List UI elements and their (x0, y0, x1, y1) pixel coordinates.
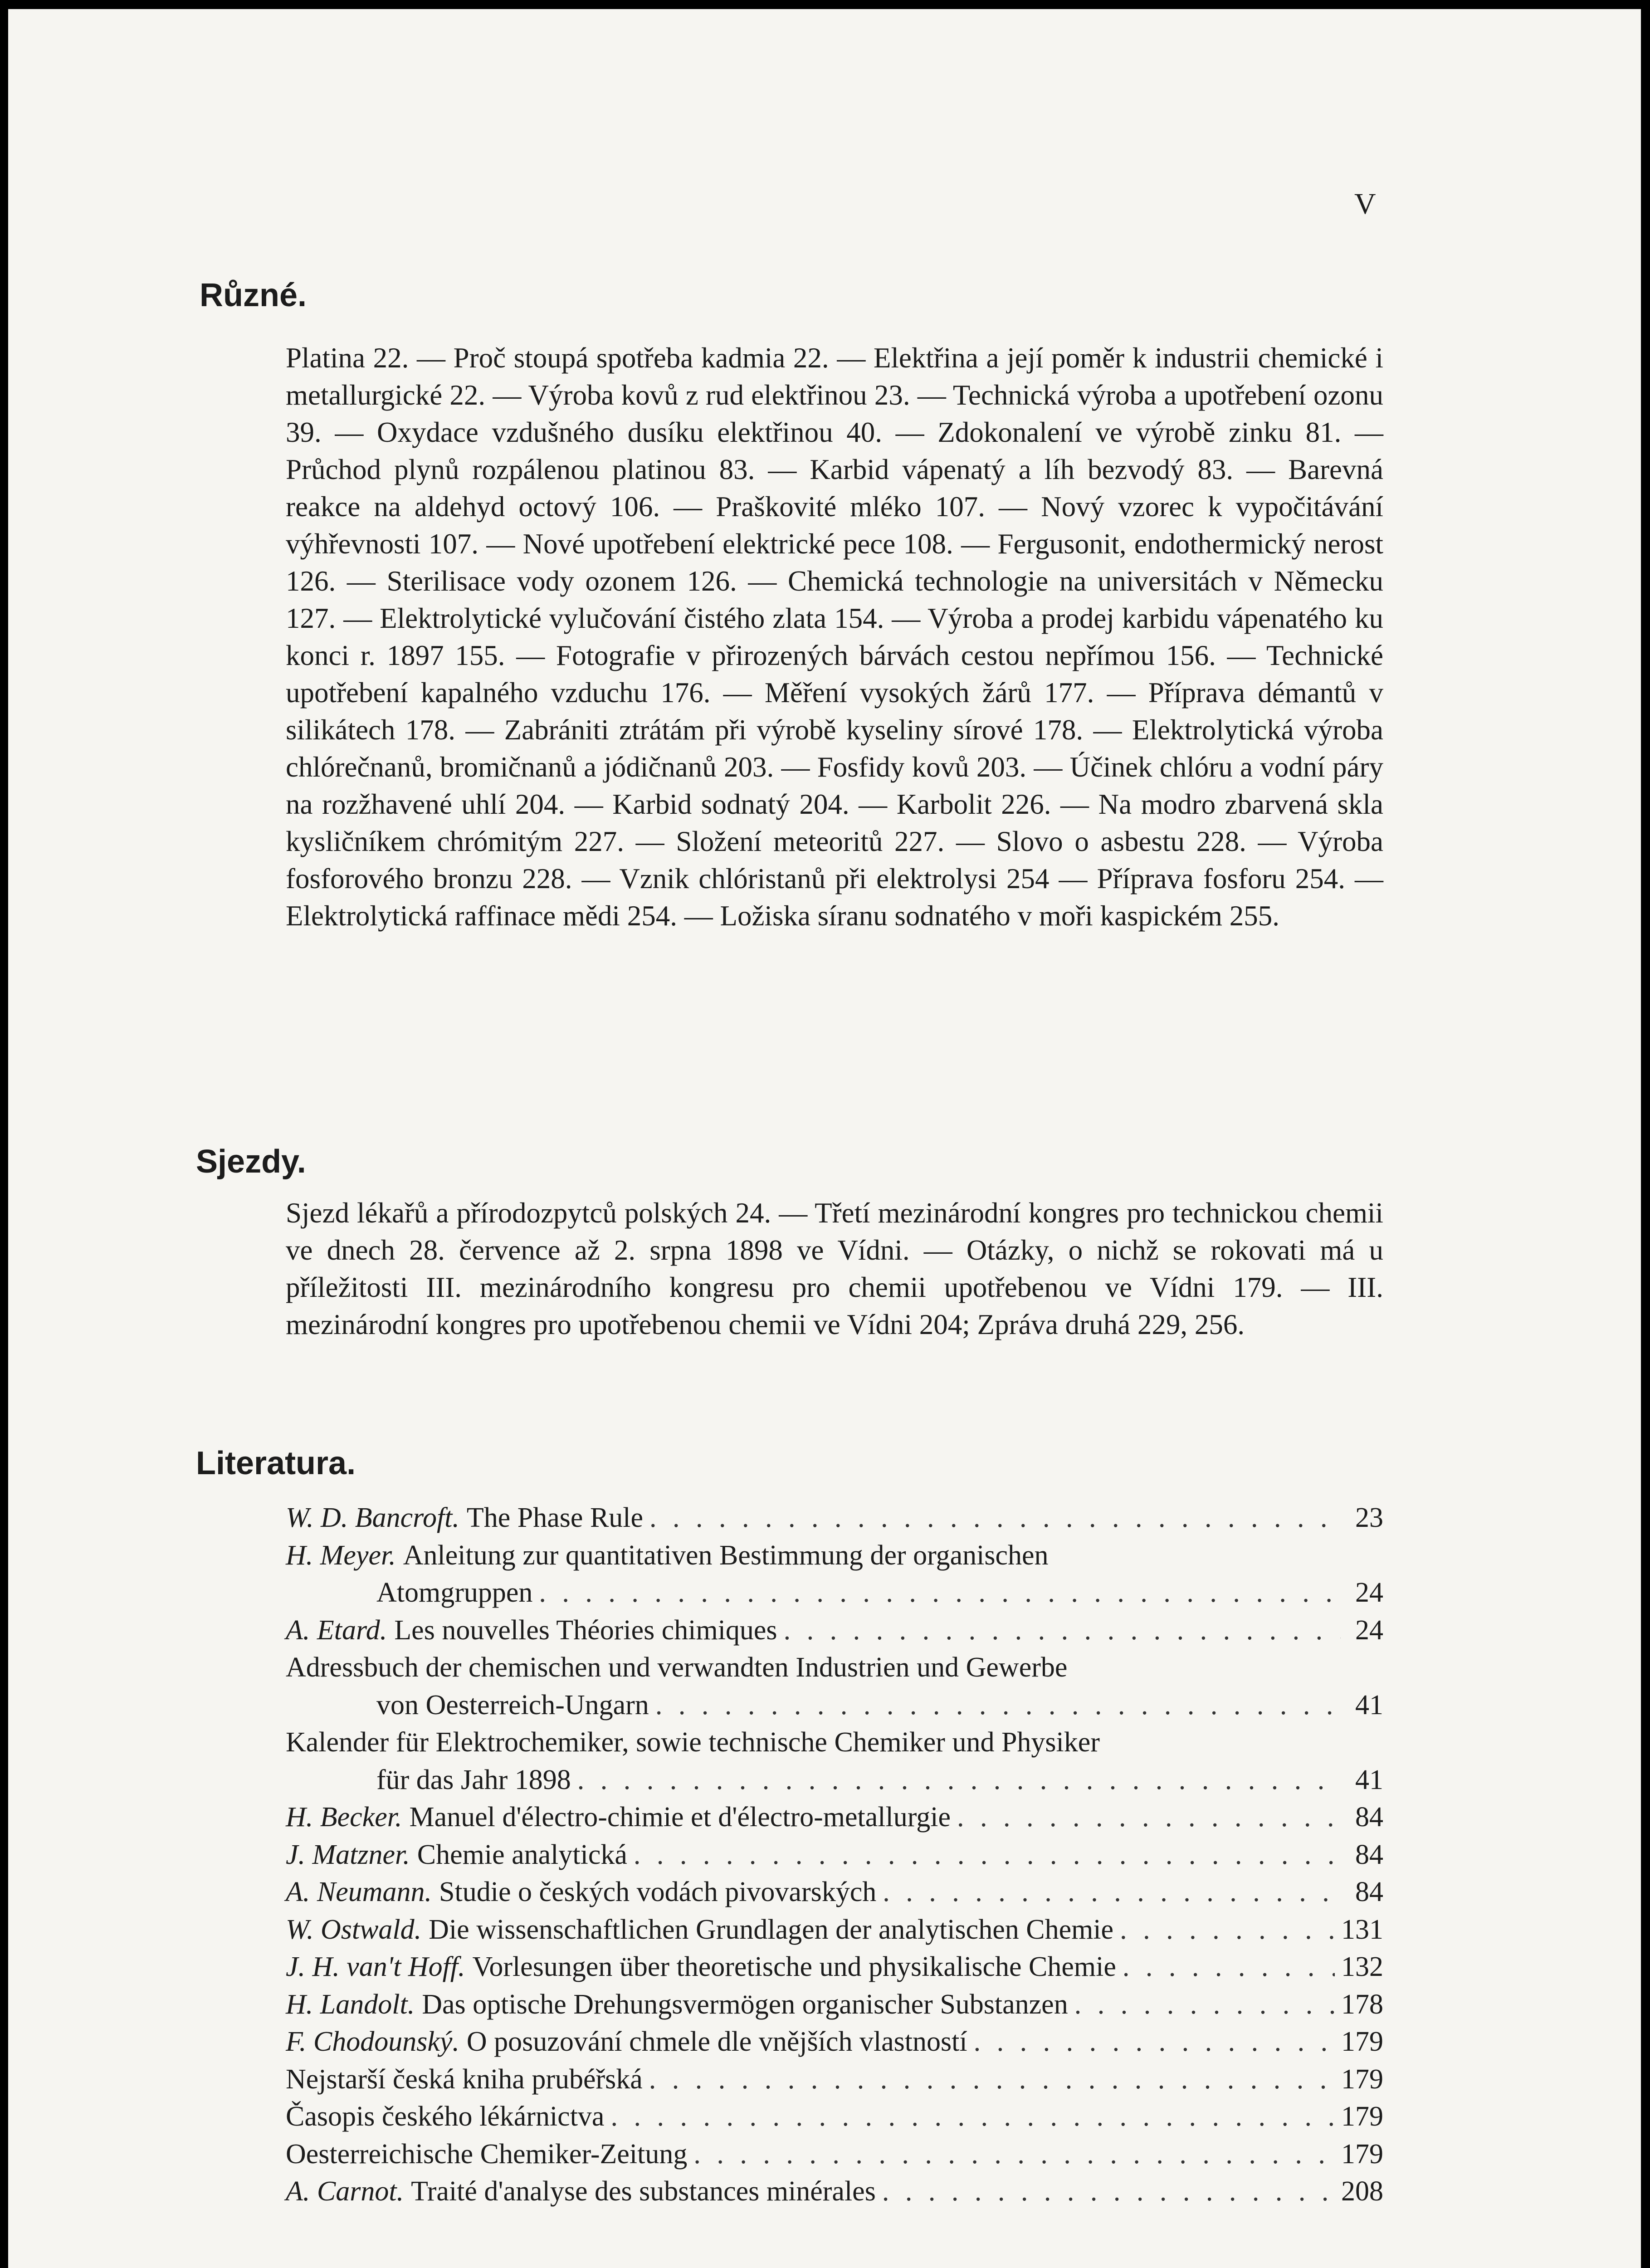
literature-title: O posuzování chmele dle vnějších vlastností (466, 2026, 967, 2057)
leader-dots (610, 2098, 1335, 2136)
literature-list (286, 1499, 1383, 2210)
literature-page-ref: 84 (1355, 1877, 1383, 1907)
literature-page-ref: 132 (1341, 1951, 1383, 1982)
literature-entry (286, 1911, 1383, 1949)
literature-page-ref: 23 (1355, 1502, 1383, 1533)
literature-page-ref: 179 (1341, 2026, 1383, 2057)
literature-author: W. D. Bancroft. (286, 1502, 459, 1533)
literature-entry-line (286, 2061, 1383, 2098)
section-text-sjezdy: Sjezd lékařů a přírodozpytců polských 24. — Třetí mezinárodní kongres pro technickou chemii ve dnech 28. července až 2. srpna 1898 ve Vídni. — Otázky, o nichž se rokovati má u příležitosti III. mezinárodního kongresu pro chemii upotřebenou ve Vídni 179. — III. mezinárodní kongres pro upotřebenou chemii ve Vídni 204; Zpráva druhá 229, 256. (286, 1197, 1383, 1340)
literature-entry-line (286, 1612, 1383, 1649)
section-text-ruzne: Platina 22. — Proč stoupá spotřeba kadmia 22. — Elektřina a její poměr k industrii chemické i metallurgické 22. — Výroba kovů z rud elektřinou 23. — Technická výroba a upotřebení ozonu 39. — Oxydace vzdušného dusíku elektřinou 40. — Zdokonalení ve výrobě zinku 81. — Průchod plynů rozpálenou platinou 83. — Karbid vápenatý a líh bezvodý 83. — Barevná reakce na aldehyd octový 106. — Praškovité mléko 107. — Nový vzorec k vypočitávání výhřevnosti 107. — Nové upotřebení elektrické pece 108. — Fergusonit, endothermický nerost 126. — Sterilisace vody ozonem 126. — Chemická technologie na universitách v Německu 127. — Elektrolytické vylučování čistého zlata 154. — Výroba a prodej karbidu vápenatého ku konci r. 1897 155. — Fotografie v přirozených bárvách cestou nepřímou 156. — Technické upotřebení kapalného vzduchu 176. — Měření vysokých žárů 177. — Příprava démantů v silikátech 178. — Zabrániti ztrátám při výrobě kyseliny sírové 178. — Elektrolytická výroba chlórečnanů, bromičnanů a jódičnanů 203. — Fosfidy kovů 203. — Účinek chlóru a vodní páry na rozžhavené uhlí 204. — Karbid sodnatý 204. — Karbolit 226. — Na modro zbarvená skla kysličníkem chrómitým 227. — Složení meteoritů 227. — Slovo o asbestu 228. — Výroba fosforového bronzu 228. — Vznik chlóristanů při elektrolysi 254 — Příprava fosforu 254. — Elektrolytická raffinace mědi 254. — Ložiska síranu sodnatého v moři kaspickém 255. (286, 342, 1383, 932)
leader-dots (655, 1686, 1341, 1724)
literature-title: Studie o českých vodách pivovarských (439, 1877, 877, 1907)
literature-page-ref: 179 (1341, 2138, 1383, 2170)
literature-page-ref: 84 (1355, 1839, 1383, 1870)
literature-entry (286, 1612, 1383, 1649)
leader-dots (882, 2173, 1335, 2210)
literature-entry (286, 1986, 1383, 2024)
literature-entry-line (286, 1761, 1383, 1799)
literature-entry-line (286, 1911, 1383, 1949)
literature-author: H. Landolt. (286, 1989, 415, 2020)
literature-title: Kalender für Elektrochemiker, sowie technische Chemiker und Physiker (286, 1727, 1100, 1758)
literature-title: Die wissenschaftlichen Grundlagen der analytischen Chemie (429, 1914, 1114, 1945)
literature-author: F. Chodounský. (286, 2026, 459, 2057)
literature-entry (286, 1649, 1383, 1724)
literature-author: W. Ostwald. (286, 1914, 422, 1945)
leader-dots (539, 1574, 1341, 1612)
literature-entry-line (286, 1724, 1383, 1761)
leader-dots (649, 2061, 1335, 2098)
leader-dots (957, 1799, 1341, 1836)
literature-title: Chemie analytická (417, 1839, 627, 1870)
leader-dots (974, 2023, 1335, 2061)
literature-entry (286, 1537, 1383, 1612)
section-heading-sjezdy: Sjezdy. (196, 1144, 306, 1180)
literature-entry (286, 2173, 1383, 2210)
literature-entry (286, 1799, 1383, 1836)
leader-dots (577, 1761, 1341, 1799)
literature-title: Atomgruppen (376, 1577, 533, 1608)
page-number: V (1354, 187, 1376, 220)
literature-entry (286, 1724, 1383, 1799)
literature-title: Anleitung zur quantitativen Bestimmung der organischen (403, 1540, 1049, 1571)
leader-dots (1123, 1948, 1335, 1986)
literature-entry-line (286, 2023, 1383, 2061)
literature-author: J. H. van't Hoff. (286, 1951, 465, 1982)
literature-entry-line (286, 1649, 1383, 1686)
literature-author: A. Carnot. (286, 2176, 404, 2207)
literature-entry (286, 1873, 1383, 1911)
literature-title: Das optische Drehungsvermögen organischer Substanzen (422, 1989, 1068, 2020)
literature-page-ref: 178 (1341, 1989, 1383, 2020)
literature-entry-line (286, 2098, 1383, 2136)
literature-page-ref: 24 (1355, 1577, 1383, 1608)
literature-page-ref: 131 (1341, 1914, 1383, 1945)
literature-title: Les nouvelles Théories chimiques (394, 1614, 777, 1646)
literature-title: Časopis českého lékárnictva (286, 2101, 605, 2132)
literature-title: Vorlesungen über theoretische und physikalische Chemie (472, 1951, 1116, 1982)
section-heading-literatura: Literatura. (196, 1445, 356, 1481)
literature-entry-line (286, 1499, 1383, 1537)
literature-entry (286, 2061, 1383, 2098)
leader-dots (1120, 1911, 1335, 1949)
literature-author: J. Matzner. (286, 1839, 410, 1870)
section-heading-ruzne: Různé. (200, 277, 307, 313)
literature-title: Manuel d'électro-chimie et d'électro-metallurgie (409, 1802, 951, 1833)
literature-page-ref: 179 (1341, 2063, 1383, 2095)
literature-entry (286, 1499, 1383, 1537)
literature-entry (286, 2098, 1383, 2136)
literature-entry-line (286, 1873, 1383, 1911)
literature-title: The Phase Rule (466, 1502, 644, 1533)
literature-page-ref: 179 (1341, 2101, 1383, 2132)
literature-title: Nejstarší česká kniha prubéřská (286, 2063, 643, 2095)
literature-author: A. Neumann. (286, 1877, 432, 1907)
literature-page-ref: 41 (1355, 1689, 1383, 1721)
literature-entry-line (286, 2173, 1383, 2210)
literature-page-ref: 41 (1355, 1764, 1383, 1795)
literature-page-ref: 208 (1341, 2176, 1383, 2207)
literature-title: Oesterreichische Chemiker-Zeitung (286, 2138, 688, 2170)
leader-dots (649, 1499, 1341, 1537)
literature-entry-line (286, 1836, 1383, 1874)
literature-entry (286, 1836, 1383, 1874)
leader-dots (693, 2136, 1335, 2173)
leader-dots (634, 1836, 1341, 1874)
literature-entry-line (286, 1948, 1383, 1986)
leader-dots (1074, 1986, 1335, 2024)
literature-entry (286, 1948, 1383, 1986)
literature-author: A. Etard. (286, 1614, 387, 1646)
literature-entry-line (286, 1686, 1383, 1724)
literature-entry (286, 2023, 1383, 2061)
literature-title: von Oesterreich-Ungarn (376, 1689, 649, 1721)
literature-author: H. Becker. (286, 1802, 402, 1833)
leader-dots (883, 1873, 1341, 1911)
literature-entry (286, 2136, 1383, 2173)
literature-title: Traité d'analyse des substances minérales (411, 2176, 876, 2207)
literature-entry-line (286, 1537, 1383, 1574)
literature-title: Adressbuch der chemischen und verwandten Industrien und Gewerbe (286, 1652, 1068, 1683)
literature-entry-line (286, 1799, 1383, 1836)
literature-entry-line (286, 2136, 1383, 2173)
leader-dots (784, 1612, 1341, 1649)
literature-title: für das Jahr 1898 (376, 1764, 571, 1795)
literature-entry-line (286, 1986, 1383, 2024)
literature-page-ref: 84 (1355, 1802, 1383, 1833)
literature-author: H. Meyer. (286, 1540, 396, 1571)
literature-entry-line (286, 1574, 1383, 1612)
literature-page-ref: 24 (1355, 1614, 1383, 1646)
document-page (8, 9, 1641, 2268)
